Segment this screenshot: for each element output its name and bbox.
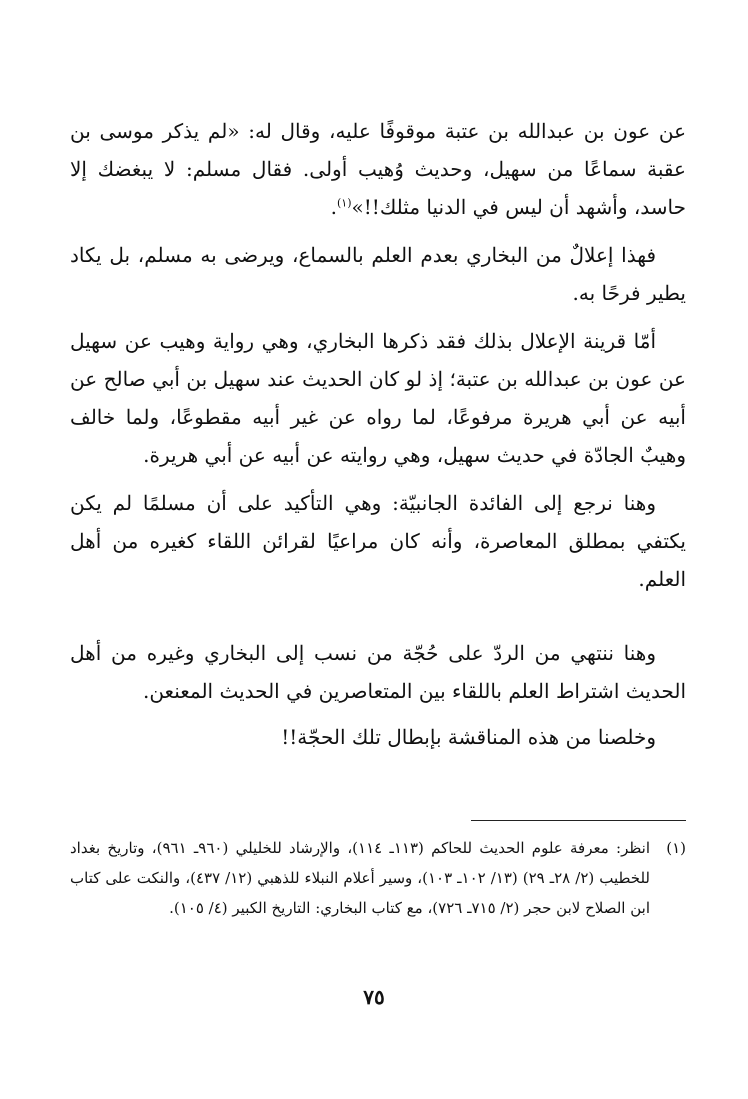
page-number: ٧٥ bbox=[363, 985, 385, 1009]
footnote-number: (١) bbox=[666, 839, 686, 857]
paragraph-3: أمّا قرينة الإعلال بذلك فقد ذكرها البخاري، وهي رواية وهيب عن سهيل عن عون بن عبدالله بن عتبة؛ إذ لو كان الحديث عند سهيل بن أبي صالح عن أبيه عن أبي هريرة مرفوعًا، لما رواه عن غير أبيه مقطوعًا، ولما خالف وهيبٌ الجادّة في حديث سهيل، وهي روايته عن أبيه عن أبي هريرة. bbox=[70, 329, 686, 467]
footnote-item bbox=[70, 833, 686, 923]
footnote-text: انظر: معرفة علوم الحديث للحاكم (١١٣ـ ١١٤)، والإرشاد للخليلي (٩٦٠ـ ٩٦١)، وتاريخ بغداد للخطيب (٢/ ٢٨ـ ٢٩) (١٣/ ١٠٢ـ ١٠٣)، وسير أعلام النبلاء للذهبي (١٢/ ٤٣٧)، والنكت على كتاب ابن الصلاح لابن حجر (٢/ ٧١٥ـ ٧٢٦)، مع كتاب البخاري: التاريخ الكبير (٤/ ١٠٥). bbox=[70, 839, 651, 917]
paragraph-4: وهنا نرجع إلى الفائدة الجانبيّة: وهي التأكيد على أن مسلمًا لم يكن يكتفي بمطلق المعاصرة، وأنه كان مراعيًا لقرائن اللقاء كغيره من أهل العلم. bbox=[70, 491, 686, 591]
paragraph-6: وخلصنا من هذه المناقشة بإبطال تلك الحجّة!! bbox=[281, 725, 656, 749]
paragraph-1-text: عن عون بن عبدالله بن عتبة موقوفًا عليه، وقال له: «لم يذكر موسى بن عقبة سماعًا من سهيل، وحديث وُهيب أولى. فقال مسلم: لا يبغضك إلا حاسد، وأشهد أن ليس في الدنيا مثلك!!» bbox=[70, 119, 686, 219]
footnote-separator bbox=[471, 820, 686, 821]
main-text bbox=[70, 112, 686, 756]
paragraph-1-end: . bbox=[330, 195, 337, 219]
paragraph-5: وهنا ننتهي من الردّ على حُجّة من نسب إلى البخاري وغيره من أهل الحديث اشتراط العلم باللقاء بين المتعاصرين في الحديث المعنعن. bbox=[70, 641, 686, 703]
footnotes bbox=[70, 833, 686, 923]
paragraph-1 bbox=[70, 112, 686, 226]
footnote-reference: (١) bbox=[337, 196, 352, 210]
paragraph-2: فهذا إعلالٌ من البخاري بعدم العلم بالسماع، ويرضى به مسلم، بل يكاد يطير فرحًا به. bbox=[70, 243, 686, 305]
